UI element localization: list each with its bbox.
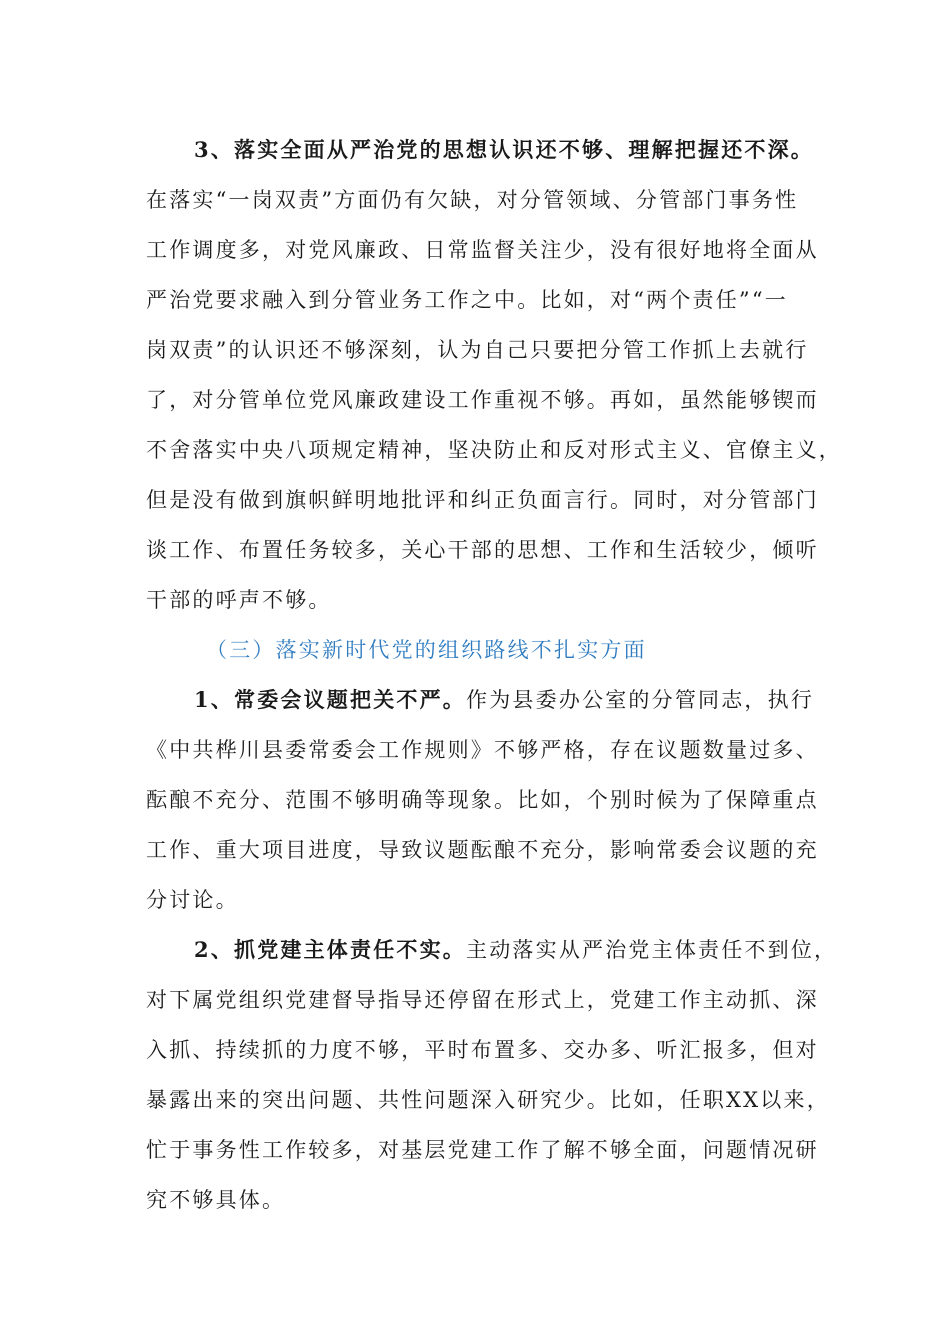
paragraph-line: 了，对分管单位党风廉政建设工作重视不够。再如，虽然能够锲而: [146, 388, 819, 412]
item1-first-line-text: 作为县委办公室的分管同志，执行: [466, 688, 815, 712]
item2-first-line: [194, 935, 854, 965]
paragraph-line: 工作调度多，对党风廉政、日常监督关注少，没有很好地将全面从: [146, 238, 819, 262]
paragraph-line: 入抓、持续抓的力度不够，平时布置多、交办多、听汇报多，但对: [146, 1038, 819, 1062]
paragraph-line: 暴露出来的突出问题、共性问题深入研究少。比如，任职XX以来，: [146, 1088, 830, 1112]
paragraph-line: 谈工作、布置任务较多，关心干部的思想、工作和生活较少，倾听: [146, 538, 819, 562]
paragraph-line: 对下属党组织党建督导指导还停留在形式上，党建工作主动抓、深: [146, 988, 819, 1012]
paragraph-line: 工作、重大项目进度，导致议题酝酿不充分，影响常委会议题的充: [146, 838, 819, 862]
item2-title: 2、抓党建主体责任不实。: [194, 937, 467, 962]
paragraph-line: 忙于事务性工作较多，对基层党建工作了解不够全面，问题情况研: [146, 1138, 819, 1162]
paragraph-line: 不舍落实中央八项规定精神，坚决防止和反对形式主义、官僚主义，: [146, 438, 842, 462]
paragraph-line: 酝酿不充分、范围不够明确等现象。比如，个别时候为了保障重点: [146, 788, 819, 812]
paragraph-line: 岗双责”的认识还不够深刻，认为自己只要把分管工作抓上去就行: [146, 338, 809, 362]
item1-first-line: [194, 685, 854, 715]
paragraph-line: 干部的呼声不够。: [146, 588, 332, 612]
item3-title: 3、落实全面从严治党的思想认识还不够、理解把握还不深。: [194, 137, 815, 162]
section-heading: （三）落实新时代党的组织路线不扎实方面: [206, 638, 647, 662]
paragraph-line: 在落实“一岗双责”方面仍有欠缺，对分管领域、分管部门事务性: [146, 188, 799, 212]
item1-title: 1、常委会议题把关不严。: [194, 687, 467, 712]
paragraph-line: 但是没有做到旗帜鲜明地批评和纠正负面言行。同时，对分管部门: [146, 488, 819, 512]
paragraph-line: 《中共桦川县委常委会工作规则》不够严格，存在议题数量过多、: [146, 738, 819, 762]
paragraph-line: 究不够具体。: [146, 1188, 286, 1212]
item2-first-line-text: 主动落实从严治党主体责任不到位，: [466, 938, 838, 962]
paragraph-line: 分讨论。: [146, 888, 239, 912]
paragraph-line: 严治党要求融入到分管业务工作之中。比如，对“两个责任”“一: [146, 288, 789, 312]
